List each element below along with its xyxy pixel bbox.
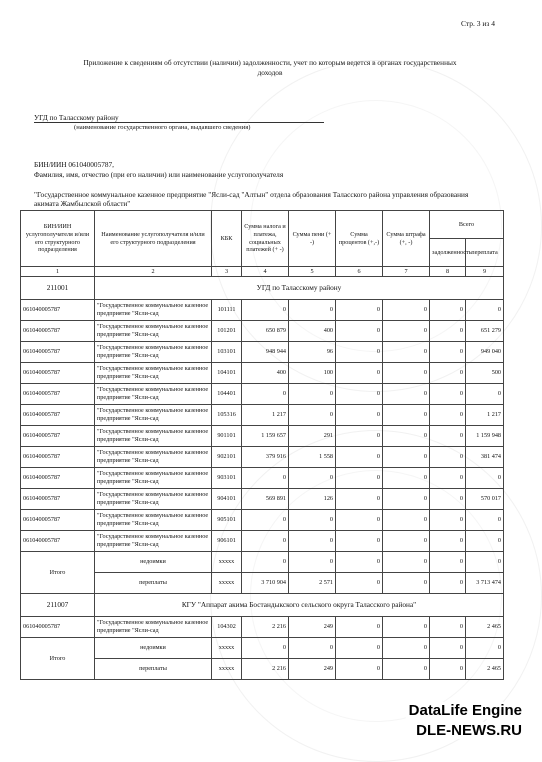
row-overpay: 0	[466, 531, 504, 552]
row-bin: 061040005787	[21, 531, 95, 552]
watermark-site: DLE-NEWS.RU	[413, 722, 525, 739]
row-fine: 0	[383, 447, 430, 468]
section-code: 211001	[21, 277, 95, 300]
col-header-bin: БИН/ИИН услугополучателя и/или его структурного подразделения	[21, 211, 95, 267]
col-header-tax: Сумма налога и платежа, социальных платежей (+ -)	[242, 211, 289, 267]
row-interest: 0	[336, 468, 383, 489]
row-overpay: 570 017	[466, 489, 504, 510]
row-tax: 0	[242, 468, 289, 489]
row-interest: 0	[336, 384, 383, 405]
row-name: "Государственное коммунальное казенное предприятие "Ясли-сад	[95, 384, 212, 405]
row-bin: 061040005787	[21, 617, 95, 638]
row-name: "Государственное коммунальное казенное предприятие "Ясли-сад	[95, 617, 212, 638]
org-caption: (наименование государственного органа, выдавшего сведения)	[74, 124, 251, 131]
org-underline	[34, 122, 324, 123]
row-tax: 400	[242, 363, 289, 384]
row-interest: 0	[336, 426, 383, 447]
row-penalty: 0	[289, 510, 336, 531]
total-interest: 0	[336, 573, 383, 594]
total-tax: 0	[242, 552, 289, 573]
row-kbk: 104101	[212, 363, 242, 384]
row-debt: 0	[430, 468, 466, 489]
row-interest: 0	[336, 342, 383, 363]
row-penalty: 0	[289, 384, 336, 405]
row-kbk: 905101	[212, 510, 242, 531]
taxpayer-bin: БИН/ИИН 061040005787,	[34, 160, 114, 169]
row-overpay: 0	[466, 510, 504, 531]
total-overpay: 0	[466, 638, 504, 659]
row-fine: 0	[383, 384, 430, 405]
table-row	[21, 300, 504, 321]
total-row	[21, 552, 504, 573]
total-debt: 0	[430, 659, 466, 680]
row-fine: 0	[383, 531, 430, 552]
document-title: Приложение к сведениям об отсутствии (наличии) задолженности, учет по которым ведется в органах государственных доходов	[83, 58, 457, 77]
row-penalty: 100	[289, 363, 336, 384]
total-fine: 0	[383, 573, 430, 594]
row-kbk: 902101	[212, 447, 242, 468]
table-row	[21, 426, 504, 447]
row-fine: 0	[383, 426, 430, 447]
total-type-label: недоимки	[95, 552, 212, 573]
total-row	[21, 638, 504, 659]
col-index: 5	[289, 267, 336, 277]
row-overpay: 2 465	[466, 617, 504, 638]
taxpayer-name: "Государственное коммунальное казенное предприятие "Ясли-сад "Алтын" отдела образования Таласского района управления образования акимата Жамбылской области"	[34, 190, 469, 208]
total-kbk: ххххх	[212, 573, 242, 594]
row-kbk: 904101	[212, 489, 242, 510]
row-penalty: 249	[289, 617, 336, 638]
total-overpay: 3 713 474	[466, 573, 504, 594]
row-kbk: 104401	[212, 384, 242, 405]
total-kbk: ххххх	[212, 659, 242, 680]
row-overpay: 0	[466, 468, 504, 489]
total-interest: 0	[336, 638, 383, 659]
table-row	[21, 363, 504, 384]
total-fine: 0	[383, 659, 430, 680]
total-debt: 0	[430, 573, 466, 594]
row-tax: 0	[242, 300, 289, 321]
row-fine: 0	[383, 363, 430, 384]
row-interest: 0	[336, 405, 383, 426]
row-overpay: 500	[466, 363, 504, 384]
row-tax: 1 217	[242, 405, 289, 426]
row-bin: 061040005787	[21, 447, 95, 468]
row-kbk: 103101	[212, 342, 242, 363]
row-debt: 0	[430, 447, 466, 468]
col-header-fine: Сумма штрафа (+, -)	[383, 211, 430, 267]
total-kbk: ххххх	[212, 552, 242, 573]
row-overpay: 1 217	[466, 405, 504, 426]
debt-table	[20, 210, 504, 680]
total-overpay: 2 465	[466, 659, 504, 680]
row-interest: 0	[336, 321, 383, 342]
row-interest: 0	[336, 531, 383, 552]
table-row	[21, 531, 504, 552]
table-row	[21, 321, 504, 342]
total-fine: 0	[383, 552, 430, 573]
section-header-row	[21, 277, 504, 300]
row-name: "Государственное коммунальное казенное предприятие "Ясли-сад	[95, 489, 212, 510]
section-code: 211007	[21, 594, 95, 617]
row-penalty: 0	[289, 405, 336, 426]
total-penalty: 0	[289, 552, 336, 573]
row-bin: 061040005787	[21, 321, 95, 342]
row-interest: 0	[336, 363, 383, 384]
row-bin: 061040005787	[21, 363, 95, 384]
row-tax: 1 159 657	[242, 426, 289, 447]
row-fine: 0	[383, 510, 430, 531]
total-fine: 0	[383, 638, 430, 659]
row-fine: 0	[383, 468, 430, 489]
row-name: "Государственное коммунальное казенное предприятие "Ясли-сад	[95, 447, 212, 468]
row-kbk: 104302	[212, 617, 242, 638]
row-overpay: 651 279	[466, 321, 504, 342]
row-fine: 0	[383, 300, 430, 321]
row-name: "Государственное коммунальное казенное предприятие "Ясли-сад	[95, 510, 212, 531]
org-name: УГД по Таласскому району	[34, 113, 119, 122]
row-fine: 0	[383, 321, 430, 342]
col-header-interest: Сумма процентов (+,-)	[336, 211, 383, 267]
table-row	[21, 468, 504, 489]
row-kbk: 903101	[212, 468, 242, 489]
row-debt: 0	[430, 531, 466, 552]
row-interest: 0	[336, 300, 383, 321]
total-interest: 0	[336, 659, 383, 680]
row-debt: 0	[430, 321, 466, 342]
row-name: "Государственное коммунальное казенное предприятие "Ясли-сад	[95, 300, 212, 321]
col-header-total-group: Всего	[430, 211, 504, 239]
table-row	[21, 384, 504, 405]
col-index: 8	[430, 267, 466, 277]
col-header-overpay: переплата	[466, 239, 504, 267]
row-tax: 0	[242, 384, 289, 405]
col-header-penalty: Сумма пени (+ -)	[289, 211, 336, 267]
table-row	[21, 489, 504, 510]
row-name: "Государственное коммунальное казенное предприятие "Ясли-сад	[95, 363, 212, 384]
table-row	[21, 342, 504, 363]
row-kbk: 101201	[212, 321, 242, 342]
row-debt: 0	[430, 489, 466, 510]
row-debt: 0	[430, 300, 466, 321]
watermark-logo: DataLife Engine	[406, 702, 525, 719]
total-kbk: ххххх	[212, 638, 242, 659]
col-index: 4	[242, 267, 289, 277]
row-name: "Государственное коммунальное казенное предприятие "Ясли-сад	[95, 405, 212, 426]
row-overpay: 0	[466, 384, 504, 405]
row-name: "Государственное коммунальное казенное предприятие "Ясли-сад	[95, 426, 212, 447]
row-penalty: 291	[289, 426, 336, 447]
row-overpay: 1 159 948	[466, 426, 504, 447]
row-bin: 061040005787	[21, 384, 95, 405]
total-type-label: переплаты	[95, 659, 212, 680]
row-penalty: 0	[289, 300, 336, 321]
row-bin: 061040005787	[21, 426, 95, 447]
section-title: КГУ "Аппарат акима Бостандыкского сельского округа Таласского района"	[95, 594, 504, 617]
col-header-name: Наименование услугополучателя и/или его структурного подразделения	[95, 211, 212, 267]
row-bin: 061040005787	[21, 489, 95, 510]
row-penalty: 400	[289, 321, 336, 342]
row-tax: 2 216	[242, 617, 289, 638]
total-penalty: 0	[289, 638, 336, 659]
total-tax: 2 216	[242, 659, 289, 680]
total-type-label: переплаты	[95, 573, 212, 594]
row-interest: 0	[336, 489, 383, 510]
total-label: Итого	[21, 638, 95, 680]
row-fine: 0	[383, 489, 430, 510]
row-name: "Государственное коммунальное казенное предприятие "Ясли-сад	[95, 342, 212, 363]
row-bin: 061040005787	[21, 510, 95, 531]
col-index: 1	[21, 267, 95, 277]
section-title: УГД по Таласскому району	[95, 277, 504, 300]
row-penalty: 0	[289, 531, 336, 552]
total-label: Итого	[21, 552, 95, 594]
col-index: 7	[383, 267, 430, 277]
row-fine: 0	[383, 405, 430, 426]
row-tax: 948 944	[242, 342, 289, 363]
row-tax: 379 916	[242, 447, 289, 468]
row-penalty: 0	[289, 468, 336, 489]
row-penalty: 126	[289, 489, 336, 510]
row-debt: 0	[430, 342, 466, 363]
row-tax: 569 891	[242, 489, 289, 510]
row-tax: 0	[242, 531, 289, 552]
total-penalty: 249	[289, 659, 336, 680]
col-index: 6	[336, 267, 383, 277]
row-debt: 0	[430, 405, 466, 426]
col-index: 9	[466, 267, 504, 277]
col-header-kbk: КБК	[212, 211, 242, 267]
col-index: 3	[212, 267, 242, 277]
total-debt: 0	[430, 638, 466, 659]
row-penalty: 96	[289, 342, 336, 363]
table-row	[21, 447, 504, 468]
row-penalty: 1 558	[289, 447, 336, 468]
row-overpay: 381 474	[466, 447, 504, 468]
total-overpay: 0	[466, 552, 504, 573]
total-tax: 3 710 904	[242, 573, 289, 594]
row-kbk: 101111	[212, 300, 242, 321]
total-interest: 0	[336, 552, 383, 573]
total-type-label: недоимки	[95, 638, 212, 659]
row-overpay: 0	[466, 300, 504, 321]
section-header-row	[21, 594, 504, 617]
row-bin: 061040005787	[21, 405, 95, 426]
table-row	[21, 405, 504, 426]
col-header-debt: задолженность	[430, 239, 466, 267]
row-tax: 0	[242, 510, 289, 531]
row-tax: 650 879	[242, 321, 289, 342]
row-debt: 0	[430, 510, 466, 531]
table-body	[21, 277, 504, 680]
row-fine: 0	[383, 617, 430, 638]
row-overpay: 949 040	[466, 342, 504, 363]
row-fine: 0	[383, 342, 430, 363]
row-bin: 061040005787	[21, 468, 95, 489]
row-name: "Государственное коммунальное казенное предприятие "Ясли-сад	[95, 531, 212, 552]
table-row	[21, 617, 504, 638]
row-bin: 061040005787	[21, 300, 95, 321]
row-debt: 0	[430, 426, 466, 447]
table-row	[21, 510, 504, 531]
col-index: 2	[95, 267, 212, 277]
total-tax: 0	[242, 638, 289, 659]
row-name: "Государственное коммунальное казенное предприятие "Ясли-сад	[95, 468, 212, 489]
row-kbk: 906101	[212, 531, 242, 552]
page-number: Стр. 3 из 4	[461, 19, 495, 28]
row-bin: 061040005787	[21, 342, 95, 363]
taxpayer-caption: Фамилия, имя, отчество (при его наличии) или наименование услугополучателя	[34, 170, 284, 179]
row-interest: 0	[336, 510, 383, 531]
row-name: "Государственное коммунальное казенное предприятие "Ясли-сад	[95, 321, 212, 342]
row-debt: 0	[430, 617, 466, 638]
row-debt: 0	[430, 363, 466, 384]
total-debt: 0	[430, 552, 466, 573]
row-kbk: 901101	[212, 426, 242, 447]
row-interest: 0	[336, 617, 383, 638]
row-interest: 0	[336, 447, 383, 468]
row-debt: 0	[430, 384, 466, 405]
row-kbk: 105316	[212, 405, 242, 426]
total-penalty: 2 571	[289, 573, 336, 594]
